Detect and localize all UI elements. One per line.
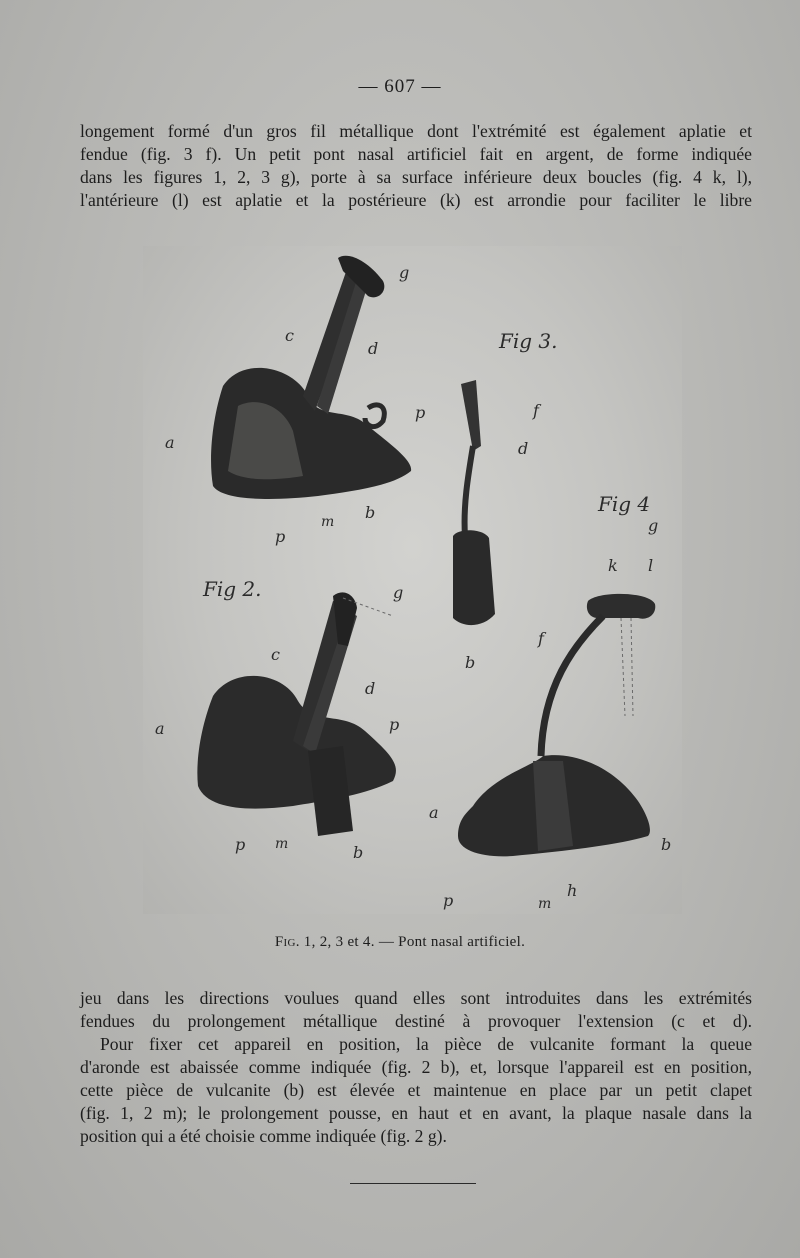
label-m: m	[275, 836, 289, 852]
figure-illustration	[143, 246, 682, 914]
figure-caption	[0, 934, 800, 951]
fig1-drawing	[211, 256, 411, 499]
text-line: fendues du prolongement métallique destiné à provoquer l'extension (c et d).	[80, 1011, 752, 1031]
text-line: Pour fixer cet appareil en position, la pièce de vulcanite formant la queue	[100, 1034, 752, 1054]
label-l: l	[648, 556, 654, 575]
paragraph-bottom	[80, 987, 752, 1148]
label-g: g	[399, 263, 410, 282]
fig3-drawing	[453, 380, 495, 625]
label-a: a	[429, 803, 439, 822]
label-fig3: Fig 3.	[499, 329, 558, 353]
text-line: fendue (fig. 3 f). Un petit pont nasal artificiel fait en argent, de forme indiquée	[80, 144, 752, 164]
label-f: f	[533, 401, 539, 420]
label-b: b	[661, 835, 672, 854]
text-line: dans les figures 1, 2, 3 g), porte à sa surface inférieure deux boucles (fig. 4 k, l),	[80, 167, 752, 187]
text-line: d'aronde est abaissée comme indiquée (fig. 2 b), et, lorsque l'appareil est en position,	[80, 1057, 752, 1077]
label-b: b	[465, 653, 476, 672]
label-d: d	[518, 439, 529, 458]
label-p: p	[415, 403, 426, 422]
label-p: p	[443, 891, 454, 910]
label-m: m	[538, 896, 552, 912]
label-c: c	[271, 645, 280, 664]
closing-rule	[350, 1183, 476, 1184]
label-b: b	[365, 503, 376, 522]
text-line: (fig. 1, 2 m); le prolongement pousse, en haut et en avant, la plaque nasale dans la	[80, 1103, 752, 1123]
label-a: a	[155, 719, 165, 738]
label-h: h	[567, 881, 578, 900]
text-line: position qui a été choisie comme indiquée (fig. 2 g).	[80, 1126, 447, 1146]
label-c: c	[285, 326, 294, 345]
text-line: cette pièce de vulcanite (b) est élevée et maintenue en place par un petit clapet	[80, 1080, 752, 1100]
label-p: p	[235, 835, 246, 854]
fig4-drawing	[458, 594, 655, 856]
page-number: — 607 —	[358, 76, 442, 97]
text-line: l'antérieure (l) est aplatie et la postérieure (k) est arrondie pour faciliter le libre	[80, 190, 752, 210]
caption-prefix: Fig.	[274, 934, 300, 950]
figure-plate	[143, 246, 682, 914]
label-p: p	[389, 715, 400, 734]
label-fig4: Fig 4	[598, 492, 651, 516]
paragraph-top	[80, 120, 752, 212]
text-line: jeu dans les directions voulues quand elles sont introduites dans les extrémités	[80, 988, 752, 1008]
label-b: b	[353, 843, 364, 862]
fig2-drawing	[197, 592, 396, 836]
label-d: d	[368, 339, 379, 358]
label-p: p	[275, 527, 286, 546]
label-k: k	[608, 556, 618, 575]
label-a: a	[165, 433, 175, 452]
text-line: longement formé d'un gros fil métallique dont l'extrémité est également aplatie et	[80, 121, 752, 141]
label-f: f	[538, 629, 544, 648]
label-fig2: Fig 2.	[203, 577, 262, 601]
label-g: g	[393, 583, 404, 602]
label-m: m	[321, 514, 335, 530]
label-g: g	[648, 516, 659, 535]
caption-text: 1, 2, 3 et 4. — Pont nasal artificiel.	[299, 934, 526, 950]
label-d: d	[365, 679, 376, 698]
